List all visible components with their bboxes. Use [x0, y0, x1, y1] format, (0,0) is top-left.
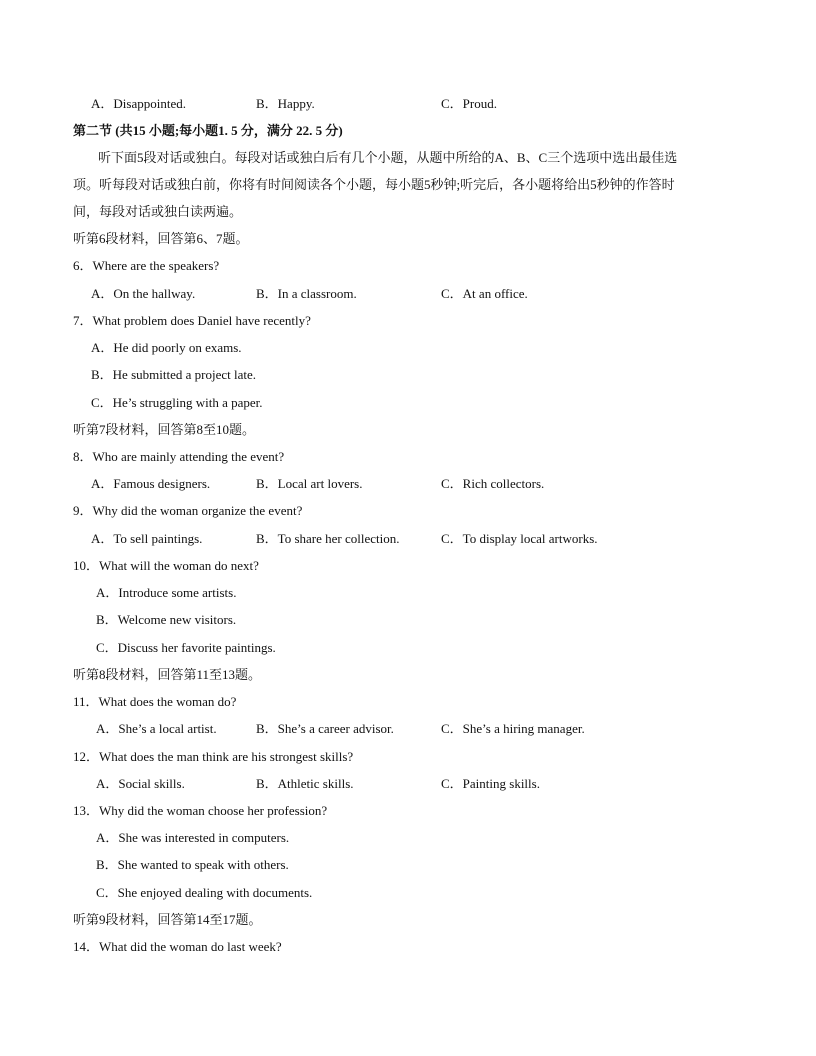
question-14-stem: 14．What did the woman do last week?	[73, 939, 282, 954]
question-9-stem: 9．Why did the woman organize the event?	[73, 503, 303, 518]
question-10-option-b: B．Welcome new visitors.	[96, 612, 237, 627]
question-12-option-c: C．Painting skills.	[441, 776, 540, 791]
question-10-option-a: A．Introduce some artists.	[96, 585, 237, 600]
question-11-option-b: B．She’s a career advisor.	[256, 721, 394, 736]
question-8-option-a: A．Famous designers.	[91, 476, 211, 491]
question-6-option-c: C．At an office.	[441, 286, 528, 301]
question-9-option-c: C．To display local artworks.	[441, 531, 598, 546]
question-11-stem: 11．What does the woman do?	[73, 694, 237, 709]
q5-option-a: A．Disappointed.	[91, 96, 186, 111]
q5-option-c: C．Proud.	[441, 96, 497, 111]
question-6-option-b: B．In a classroom.	[256, 286, 357, 301]
question-10-stem: 10．What will the woman do next?	[73, 558, 259, 573]
question-11-option-a: A．She’s a local artist.	[96, 721, 217, 736]
q5-option-b: B．Happy.	[256, 96, 315, 111]
question-9-option-a: A．To sell paintings.	[91, 531, 203, 546]
instructions-line-3: 间，每段对话或独白读两遍。	[73, 204, 243, 219]
question-6-stem: 6．Where are the speakers?	[73, 258, 220, 273]
passage-6-intro: 听第6段材料，回答第6、7题。	[73, 231, 249, 246]
question-7-option-b: B．He submitted a project late.	[91, 367, 256, 382]
passage-9-intro: 听第9段材料，回答第14至17题。	[73, 912, 262, 927]
passage-8-intro: 听第8段材料，回答第11至13题。	[73, 667, 262, 682]
instructions-line-2: 项。听每段对话或独白前，你将有时间阅读各个小题，每小题5秒钟;听完后，各小题将给出5秒钟的作答时	[73, 177, 675, 192]
passage-7-intro: 听第7段材料，回答第8至10题。	[73, 422, 256, 437]
question-11-option-c: C．She’s a hiring manager.	[441, 721, 585, 736]
question-13-stem: 13．Why did the woman choose her profession?	[73, 803, 328, 818]
question-12-option-b: B．Athletic skills.	[256, 776, 354, 791]
question-7-option-c: C．He’s struggling with a paper.	[91, 395, 263, 410]
question-9-option-b: B．To share her collection.	[256, 531, 400, 546]
question-12-stem: 12．What does the man think are his strongest skills?	[73, 749, 354, 764]
question-13-option-b: B．She wanted to speak with others.	[96, 857, 289, 872]
question-8-stem: 8．Who are mainly attending the event?	[73, 449, 285, 464]
instructions-line-1: 听下面5段对话或独白。每段对话或独白后有几个小题，从题中所给的A、B、C三个选项中选出最佳选	[98, 150, 678, 165]
question-12-option-a: A．Social skills.	[96, 776, 185, 791]
question-6-option-a: A．On the hallway.	[91, 286, 196, 301]
section-heading: 第二节 (共15 小题;每小题1. 5 分，满分 22. 5 分)	[73, 123, 343, 138]
question-13-option-a: A．She was interested in computers.	[96, 830, 290, 845]
question-8-option-b: B．Local art lovers.	[256, 476, 363, 491]
question-8-option-c: C．Rich collectors.	[441, 476, 545, 491]
question-7-option-a: A．He did poorly on exams.	[91, 340, 242, 355]
question-13-option-c: C．She enjoyed dealing with documents.	[96, 885, 313, 900]
question-7-stem: 7．What problem does Daniel have recently?	[73, 313, 311, 328]
question-10-option-c: C．Discuss her favorite paintings.	[96, 640, 276, 655]
